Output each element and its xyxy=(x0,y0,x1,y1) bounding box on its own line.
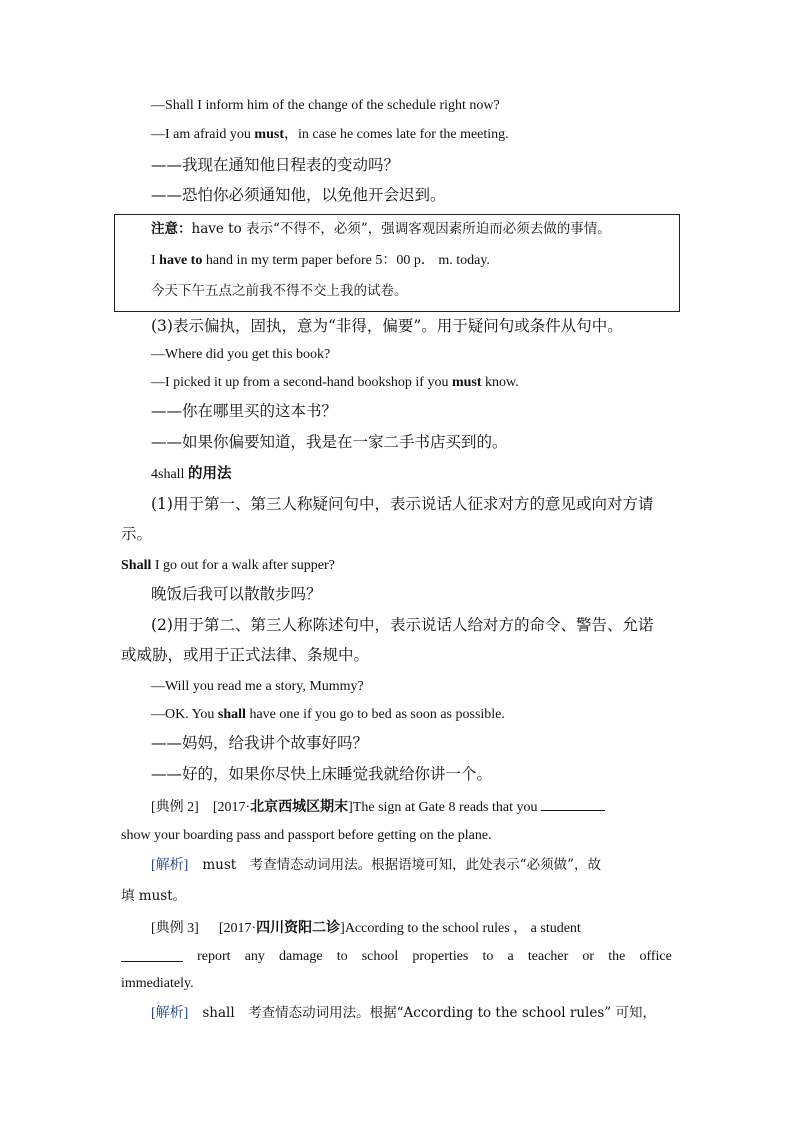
source-label: 四川资阳二诊 xyxy=(256,920,341,936)
note-line xyxy=(151,220,611,238)
text-run: —I picked it up from a second-hand bookshop if you xyxy=(151,375,452,390)
section-paragraph: 示。 xyxy=(121,525,153,543)
text-run: must 考查情态动词用法。根据语境可知，此处表示“必须做”，故 xyxy=(202,857,601,873)
text-run: —I am afraid you xyxy=(151,127,255,142)
dialogue-line: —Will you read me a story, Mummy? xyxy=(151,679,364,694)
answer-line xyxy=(151,1004,656,1023)
section-paragraph: 或威胁，或用于正式法律、条规中。 xyxy=(121,646,370,664)
dialogue-line xyxy=(151,706,505,724)
note-example xyxy=(151,252,490,270)
word: damage xyxy=(279,949,323,964)
translation-line: ——恐怕你必须通知他，以免他开会迟到。 xyxy=(151,186,446,204)
word: a xyxy=(507,949,514,964)
word: or xyxy=(582,949,595,964)
text-run: [典例 3] xyxy=(151,921,199,936)
section-paragraph: (3)表示偏执，固执，意为“非得，偏要”。用于疑问句或条件从句中。 xyxy=(151,317,623,335)
bold-keyword: have to xyxy=(159,253,203,268)
bold-keyword: must xyxy=(254,127,284,142)
example-question: immediately. xyxy=(121,976,194,991)
text-run: —OK. You xyxy=(151,707,218,722)
word: office xyxy=(639,949,672,964)
analysis-label: [解析] xyxy=(151,1006,189,1021)
example-question xyxy=(121,948,672,966)
translation-line: ——妈妈，给我讲个故事好吗？ xyxy=(151,734,369,752)
text-run: have one if you go to bed as soon as possible. xyxy=(245,707,505,722)
word: the xyxy=(608,949,626,964)
dialogue-line: —Shall I inform him of the change of the schedule right now? xyxy=(151,98,500,113)
word: report xyxy=(197,949,231,964)
translation-line: ——好的，如果你尽快上床睡觉我就给你讲一个。 xyxy=(151,765,493,783)
example-question: show your boarding pass and passport before getting on the plane. xyxy=(121,828,492,843)
word: school xyxy=(361,949,399,964)
dialogue-line xyxy=(151,126,509,144)
text-run: [典例 2] [2017· xyxy=(151,800,251,815)
note-translation: 今天下午五点之前我不得不交上我的试卷。 xyxy=(151,283,408,299)
text-run: ，in case he comes late for the meeting. xyxy=(283,127,509,142)
translation-line: ——你在哪里买的这本书？ xyxy=(151,402,338,420)
text-run: ]The sign at Gate 8 reads that you xyxy=(348,800,541,815)
text-run: ]According to the school rules ， a student xyxy=(340,921,581,936)
word: any xyxy=(244,949,265,964)
text-run: have to 表示“不得不，必须”，强调客观因素所迫而必须去做的事情。 xyxy=(191,221,611,237)
section-heading xyxy=(151,464,231,484)
dialogue-line: —Where did you get this book? xyxy=(151,347,331,362)
example-sentence xyxy=(121,557,335,575)
word: properties xyxy=(412,949,469,964)
text-run: know. xyxy=(481,375,519,390)
translation-line: ——如果你偏要知道，我是在一家二手书店买到的。 xyxy=(151,433,508,451)
word: teacher xyxy=(527,949,569,964)
answer-blank xyxy=(541,797,605,811)
word: to xyxy=(482,949,494,964)
answer-line: 填 must。 xyxy=(121,888,187,904)
text-run: hand in my term paper before 5：00 p． m. today. xyxy=(202,253,490,268)
answer-blank xyxy=(121,948,183,962)
heading-label: 的用法 xyxy=(187,465,232,482)
source-label: 北京西城区期末 xyxy=(250,799,349,815)
note-label: 注意： xyxy=(151,221,192,237)
dialogue-line xyxy=(151,374,519,392)
bold-keyword: shall xyxy=(217,707,246,722)
text-run: shall 考查情态动词用法。根据“According to the school rules” 可知， xyxy=(202,1005,656,1021)
word: to xyxy=(336,949,348,964)
analysis-label: [解析] xyxy=(151,858,189,873)
text-run: I xyxy=(151,253,160,268)
text-run: I go out for a walk after supper? xyxy=(151,558,335,573)
section-paragraph: (1)用于第一、第三人称疑问句中，表示说话人征求对方的意见或向对方请 xyxy=(151,495,654,513)
section-paragraph: (2)用于第二、第三人称陈述句中，表示说话人给对方的命令、警告、允诺 xyxy=(151,616,654,634)
text-run: 4shall xyxy=(151,467,188,482)
example-question xyxy=(151,797,605,817)
example-question xyxy=(151,918,581,938)
bold-keyword: Shall xyxy=(121,558,152,573)
translation-line: 晚饭后我可以散散步吗？ xyxy=(151,585,322,603)
answer-line xyxy=(151,856,601,875)
bold-keyword: must xyxy=(451,375,482,390)
translation-line: ——我现在通知他日程表的变动吗？ xyxy=(151,156,400,174)
text-run: [2017· xyxy=(218,921,257,936)
